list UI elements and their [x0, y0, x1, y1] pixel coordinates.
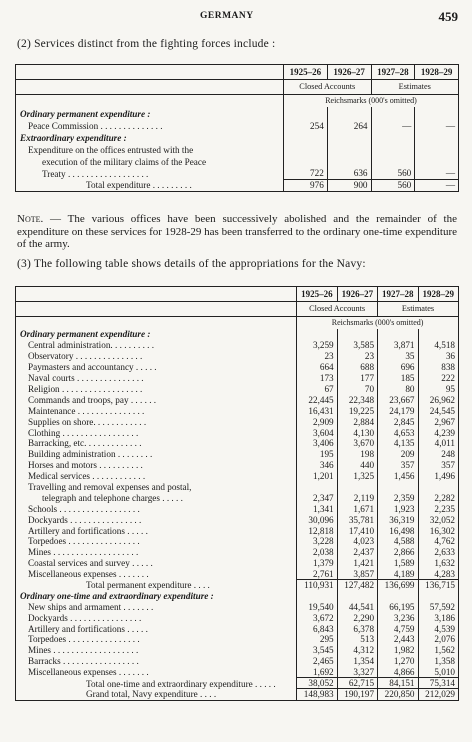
- value-cell: 212,029: [418, 689, 458, 700]
- value-cell: 2,884: [337, 416, 377, 427]
- value-cell: 1,632: [418, 558, 458, 569]
- table-row: [16, 373, 459, 384]
- value-cell: 4,189: [378, 569, 418, 580]
- table-row: [16, 119, 459, 131]
- row-label: Clothing . . . . . . . . . . . . . . . . .: [28, 427, 139, 438]
- value-cell: 2,633: [418, 547, 458, 558]
- value-cell: [371, 143, 415, 155]
- units-label-cell: [16, 317, 297, 330]
- value-cell: 67: [297, 383, 337, 394]
- table-row: [16, 107, 459, 119]
- table-row: [16, 427, 459, 438]
- table-row: [16, 131, 459, 143]
- table-row: [16, 569, 459, 580]
- row-label: Treaty . . . . . . . . . . . . . . . . . .: [42, 168, 149, 179]
- group-header-row: [16, 302, 459, 317]
- row-label: Miscellaneous expenses . . . . . . .: [28, 569, 149, 580]
- value-cell: 209: [378, 449, 418, 460]
- value-cell: —: [371, 119, 415, 131]
- value-cell: 4,653: [378, 427, 418, 438]
- value-cell: 1,201: [297, 471, 337, 482]
- value-cell: [337, 481, 377, 492]
- value-cell: 3,406: [297, 438, 337, 449]
- table-row: [16, 547, 459, 558]
- value-cell: 1,379: [297, 558, 337, 569]
- value-cell: 2,347: [297, 492, 337, 503]
- value-cell: 4,130: [337, 427, 377, 438]
- value-cell: [327, 155, 371, 167]
- row-label: Commands and troops, pay . . . . . .: [28, 394, 157, 405]
- value-cell: [378, 481, 418, 492]
- value-cell: 4,239: [418, 427, 458, 438]
- row-label: Travelling and removal expenses and postal,: [28, 481, 192, 492]
- value-cell: 560: [371, 179, 415, 191]
- value-cell: 30,096: [297, 514, 337, 525]
- value-cell: [337, 329, 377, 340]
- value-cell: 2,761: [297, 569, 337, 580]
- row-label: Dockyards . . . . . . . . . . . . . . . .: [28, 514, 142, 525]
- value-cell: 2,076: [418, 634, 458, 645]
- row-label: Dockyards . . . . . . . . . . . . . . . .: [28, 612, 142, 623]
- units-label: Reichsmarks (000's omitted): [297, 317, 459, 330]
- value-cell: [284, 143, 328, 155]
- row-label: Miscellaneous expenses . . . . . . .: [28, 667, 149, 678]
- value-cell: 3,670: [337, 438, 377, 449]
- row-label: Building administration . . . . . . . .: [28, 449, 153, 460]
- value-cell: 36: [418, 351, 458, 362]
- table-row: [16, 492, 459, 503]
- value-cell: 23: [297, 351, 337, 362]
- value-cell: 1,589: [378, 558, 418, 569]
- value-cell: 3,327: [337, 667, 377, 678]
- value-cell: 295: [297, 634, 337, 645]
- value-cell: 148,983: [297, 689, 337, 700]
- value-cell: 1,692: [297, 667, 337, 678]
- table-row: [16, 155, 459, 167]
- value-cell: [297, 590, 337, 601]
- row-label: New ships and armament . . . . . . .: [28, 601, 154, 612]
- value-cell: 22,445: [297, 394, 337, 405]
- column-header: 1925–26: [284, 65, 328, 80]
- value-cell: 2,290: [337, 612, 377, 623]
- value-cell: 23: [337, 351, 377, 362]
- table-row: [16, 634, 459, 645]
- value-cell: 24,179: [378, 405, 418, 416]
- table-row: [16, 143, 459, 155]
- value-cell: 26,962: [418, 394, 458, 405]
- group-header: Estimates: [371, 80, 458, 95]
- value-cell: [297, 481, 337, 492]
- value-cell: 4,866: [378, 667, 418, 678]
- header-label-cell: [16, 65, 284, 80]
- value-cell: 24,545: [418, 405, 458, 416]
- value-cell: 4,011: [418, 438, 458, 449]
- table-row: [16, 667, 459, 678]
- value-cell: 688: [337, 362, 377, 373]
- table-row: [16, 503, 459, 514]
- table-row: [16, 329, 459, 340]
- row-label: Grand total, Navy expenditure . . . .: [86, 689, 217, 700]
- column-header: 1928–29: [415, 65, 459, 80]
- units-row: [16, 95, 459, 108]
- value-cell: 2,282: [418, 492, 458, 503]
- value-cell: [284, 131, 328, 143]
- value-cell: 70: [337, 383, 377, 394]
- value-cell: 4,135: [378, 438, 418, 449]
- value-cell: 62,715: [337, 678, 377, 689]
- value-cell: 2,038: [297, 547, 337, 558]
- value-cell: 2,845: [378, 416, 418, 427]
- value-cell: [371, 131, 415, 143]
- table-row: [16, 645, 459, 656]
- value-cell: 2,235: [418, 503, 458, 514]
- value-cell: [415, 131, 459, 143]
- value-cell: [327, 143, 371, 155]
- table-row: [16, 179, 459, 191]
- value-cell: 16,302: [418, 525, 458, 536]
- row-label: Mines . . . . . . . . . . . . . . . . . . .: [28, 547, 139, 558]
- value-cell: 185: [378, 373, 418, 384]
- value-cell: —: [415, 119, 459, 131]
- row-label: Total permanent expenditure . . . .: [86, 580, 210, 590]
- value-cell: 4,312: [337, 645, 377, 656]
- value-cell: 254: [284, 119, 328, 131]
- group-header: Closed Accounts: [284, 80, 371, 95]
- row-label: Expenditure on the offices entrusted with the: [28, 144, 194, 155]
- value-cell: 3,672: [297, 612, 337, 623]
- value-cell: 513: [337, 634, 377, 645]
- table-row: [16, 471, 459, 482]
- page-number: 459: [438, 9, 458, 24]
- value-cell: 2,359: [378, 492, 418, 503]
- value-cell: 136,699: [378, 580, 418, 591]
- page-header: [0, 9, 472, 25]
- table-row: [16, 612, 459, 623]
- value-cell: 220,850: [378, 689, 418, 700]
- section-3-title: (3) The following table shows details of the appropriations for the Navy:: [17, 258, 366, 270]
- note-paragraph: [17, 213, 457, 251]
- running-title: GERMANY: [200, 11, 254, 21]
- value-cell: 722: [284, 167, 328, 179]
- value-cell: 35,781: [337, 514, 377, 525]
- value-cell: [371, 107, 415, 119]
- value-cell: 1,354: [337, 656, 377, 667]
- row-label: Extraordinary expenditure :: [20, 132, 127, 143]
- value-cell: 3,259: [297, 340, 337, 351]
- row-label: Medical services . . . . . . . . . . . .: [28, 471, 146, 482]
- value-cell: [327, 131, 371, 143]
- value-cell: 1,270: [378, 656, 418, 667]
- row-label: Total expenditure . . . . . . . . .: [86, 180, 192, 191]
- value-cell: [337, 590, 377, 601]
- value-cell: 1,421: [337, 558, 377, 569]
- value-cell: [378, 329, 418, 340]
- table-row: [16, 678, 459, 689]
- value-cell: 636: [327, 167, 371, 179]
- units-row: [16, 317, 459, 330]
- value-cell: 3,604: [297, 427, 337, 438]
- value-cell: 75,314: [418, 678, 458, 689]
- value-cell: [415, 107, 459, 119]
- value-cell: 198: [337, 449, 377, 460]
- value-cell: [415, 155, 459, 167]
- table-row: [16, 383, 459, 394]
- value-cell: 264: [327, 119, 371, 131]
- row-label: Ordinary one-time and extraordinary expenditure :: [20, 590, 214, 601]
- row-label: Religion . . . . . . . . . . . . . . . . . .: [28, 383, 143, 394]
- value-cell: 2,465: [297, 656, 337, 667]
- table-row: [16, 460, 459, 471]
- value-cell: 110,931: [297, 580, 337, 591]
- table-row: [16, 449, 459, 460]
- row-label: Barracking, etc. . . . . . . . . . . . .: [28, 438, 142, 449]
- table-row: [16, 394, 459, 405]
- value-cell: 1,562: [418, 645, 458, 656]
- value-cell: [418, 329, 458, 340]
- value-cell: 127,482: [337, 580, 377, 591]
- table-row: [16, 536, 459, 547]
- value-cell: 44,541: [337, 601, 377, 612]
- value-cell: 32,052: [418, 514, 458, 525]
- value-cell: 23,667: [378, 394, 418, 405]
- value-cell: 1,671: [337, 503, 377, 514]
- row-label: Torpedoes . . . . . . . . . . . . . . . .: [28, 634, 140, 645]
- value-cell: 4,283: [418, 569, 458, 580]
- table-row: [16, 525, 459, 536]
- row-label: Ordinary permanent expenditure :: [20, 108, 151, 119]
- table-row: [16, 590, 459, 601]
- value-cell: 38,052: [297, 678, 337, 689]
- group-header: Estimates: [378, 302, 459, 317]
- value-cell: 1,456: [378, 471, 418, 482]
- value-cell: 1,923: [378, 503, 418, 514]
- row-label: Maintenance . . . . . . . . . . . . . . .: [28, 405, 145, 416]
- value-cell: [297, 329, 337, 340]
- value-cell: [415, 143, 459, 155]
- table-row: [16, 580, 459, 591]
- value-cell: 2,967: [418, 416, 458, 427]
- value-cell: 35: [378, 351, 418, 362]
- table-row: [16, 481, 459, 492]
- row-label: Total one-time and extraordinary expenditure . . . . .: [86, 678, 276, 689]
- value-cell: 1,325: [337, 471, 377, 482]
- value-cell: 4,588: [378, 536, 418, 547]
- value-cell: 3,585: [337, 340, 377, 351]
- value-cell: 976: [284, 179, 328, 191]
- row-label: Observatory . . . . . . . . . . . . . . .: [28, 351, 143, 362]
- column-header: 1927–28: [371, 65, 415, 80]
- column-header: 1928–29: [418, 287, 458, 302]
- value-cell: 4,023: [337, 536, 377, 547]
- row-label: Horses and motors . . . . . . . . . .: [28, 460, 143, 471]
- services-table: [15, 64, 459, 192]
- value-cell: 440: [337, 460, 377, 471]
- value-cell: —: [415, 167, 459, 179]
- value-cell: 3,236: [378, 612, 418, 623]
- value-cell: 12,818: [297, 525, 337, 536]
- row-label: execution of the military claims of the Peace: [42, 156, 207, 167]
- value-cell: 4,759: [378, 623, 418, 634]
- table-row: [16, 362, 459, 373]
- group-label-cell: [16, 302, 297, 317]
- value-cell: 3,228: [297, 536, 337, 547]
- table-row: [16, 689, 459, 700]
- value-cell: 57,592: [418, 601, 458, 612]
- value-cell: 5,010: [418, 667, 458, 678]
- value-cell: —: [415, 179, 459, 191]
- value-cell: 195: [297, 449, 337, 460]
- column-header-row: [16, 65, 459, 80]
- value-cell: 346: [297, 460, 337, 471]
- value-cell: 248: [418, 449, 458, 460]
- value-cell: [418, 590, 458, 601]
- value-cell: 4,762: [418, 536, 458, 547]
- row-label: Artillery and fortifications . . . . .: [28, 623, 148, 634]
- value-cell: 664: [297, 362, 337, 373]
- value-cell: 2,437: [337, 547, 377, 558]
- value-cell: 2,909: [297, 416, 337, 427]
- value-cell: 2,866: [378, 547, 418, 558]
- row-label: Schools . . . . . . . . . . . . . . . . . .: [28, 503, 140, 514]
- value-cell: [284, 107, 328, 119]
- group-header: Closed Accounts: [297, 302, 378, 317]
- value-cell: [418, 481, 458, 492]
- value-cell: 560: [371, 167, 415, 179]
- table-row: [16, 351, 459, 362]
- value-cell: 3,186: [418, 612, 458, 623]
- row-label: Barracks . . . . . . . . . . . . . . . . .: [28, 656, 139, 667]
- navy-table: [15, 286, 459, 701]
- value-cell: 1,982: [378, 645, 418, 656]
- value-cell: 80: [378, 383, 418, 394]
- value-cell: 6,378: [337, 623, 377, 634]
- value-cell: 16,498: [378, 525, 418, 536]
- value-cell: 173: [297, 373, 337, 384]
- value-cell: 1,341: [297, 503, 337, 514]
- row-label: Coastal services and survey . . . . .: [28, 558, 153, 569]
- units-label: Reichsmarks (000's omitted): [284, 95, 459, 108]
- column-header: 1925–26: [297, 287, 337, 302]
- value-cell: [327, 107, 371, 119]
- column-header: 1926–27: [327, 65, 371, 80]
- row-label: telegraph and telephone charges . . . . .: [42, 492, 183, 503]
- table-row: [16, 558, 459, 569]
- value-cell: 136,715: [418, 580, 458, 591]
- table-row: [16, 340, 459, 351]
- row-label: Ordinary permanent expenditure :: [20, 329, 151, 340]
- group-header-row: [16, 80, 459, 95]
- value-cell: 357: [378, 460, 418, 471]
- section-2-title: (2) Services distinct from the fighting forces include :: [17, 38, 276, 50]
- value-cell: 16,431: [297, 405, 337, 416]
- column-header: 1926–27: [337, 287, 377, 302]
- table-row: [16, 514, 459, 525]
- value-cell: 1,496: [418, 471, 458, 482]
- header-label-cell: [16, 287, 297, 302]
- value-cell: 1,358: [418, 656, 458, 667]
- value-cell: 696: [378, 362, 418, 373]
- value-cell: 2,119: [337, 492, 377, 503]
- table-row: [16, 405, 459, 416]
- table-row: [16, 656, 459, 667]
- table-row: [16, 167, 459, 179]
- row-label: Torpedoes . . . . . . . . . . . . . . . .: [28, 536, 140, 547]
- table-row: [16, 416, 459, 427]
- value-cell: 84,151: [378, 678, 418, 689]
- row-label: Naval courts . . . . . . . . . . . . . . .: [28, 373, 144, 384]
- row-label: Paymasters and accountancy . . . . .: [28, 362, 157, 373]
- note-lead: Note.: [17, 213, 44, 225]
- value-cell: 22,348: [337, 394, 377, 405]
- value-cell: 3,545: [297, 645, 337, 656]
- value-cell: 17,410: [337, 525, 377, 536]
- value-cell: 3,857: [337, 569, 377, 580]
- value-cell: 357: [418, 460, 458, 471]
- value-cell: 4,518: [418, 340, 458, 351]
- value-cell: 222: [418, 373, 458, 384]
- value-cell: 2,443: [378, 634, 418, 645]
- column-header: 1927–28: [378, 287, 418, 302]
- row-label: Mines . . . . . . . . . . . . . . . . . . .: [28, 645, 139, 656]
- row-label: Central administration. . . . . . . . . .: [28, 340, 155, 351]
- value-cell: 6,843: [297, 623, 337, 634]
- table-row: [16, 438, 459, 449]
- value-cell: [284, 155, 328, 167]
- row-label: Artillery and fortifications . . . . .: [28, 525, 148, 536]
- value-cell: [378, 590, 418, 601]
- value-cell: 4,539: [418, 623, 458, 634]
- value-cell: 36,319: [378, 514, 418, 525]
- table-row: [16, 623, 459, 634]
- value-cell: 19,225: [337, 405, 377, 416]
- group-label-cell: [16, 80, 284, 95]
- row-label: Supplies on shore. . . . . . . . . . . .: [28, 416, 147, 427]
- value-cell: 900: [327, 179, 371, 191]
- row-label: Peace Commission . . . . . . . . . . . . . .: [28, 120, 163, 131]
- value-cell: 177: [337, 373, 377, 384]
- value-cell: 19,540: [297, 601, 337, 612]
- value-cell: 190,197: [337, 689, 377, 700]
- note-text: — The various offices have been successively abolished and the remainder of the expenditure on these services for 1928-29 has been transferred to the ordinary one-time expenditure of the army.: [17, 213, 457, 251]
- value-cell: 66,195: [378, 601, 418, 612]
- value-cell: [371, 155, 415, 167]
- units-label-cell: [16, 95, 284, 108]
- table-row: [16, 601, 459, 612]
- column-header-row: [16, 287, 459, 302]
- value-cell: 95: [418, 383, 458, 394]
- value-cell: 3,871: [378, 340, 418, 351]
- value-cell: 838: [418, 362, 458, 373]
